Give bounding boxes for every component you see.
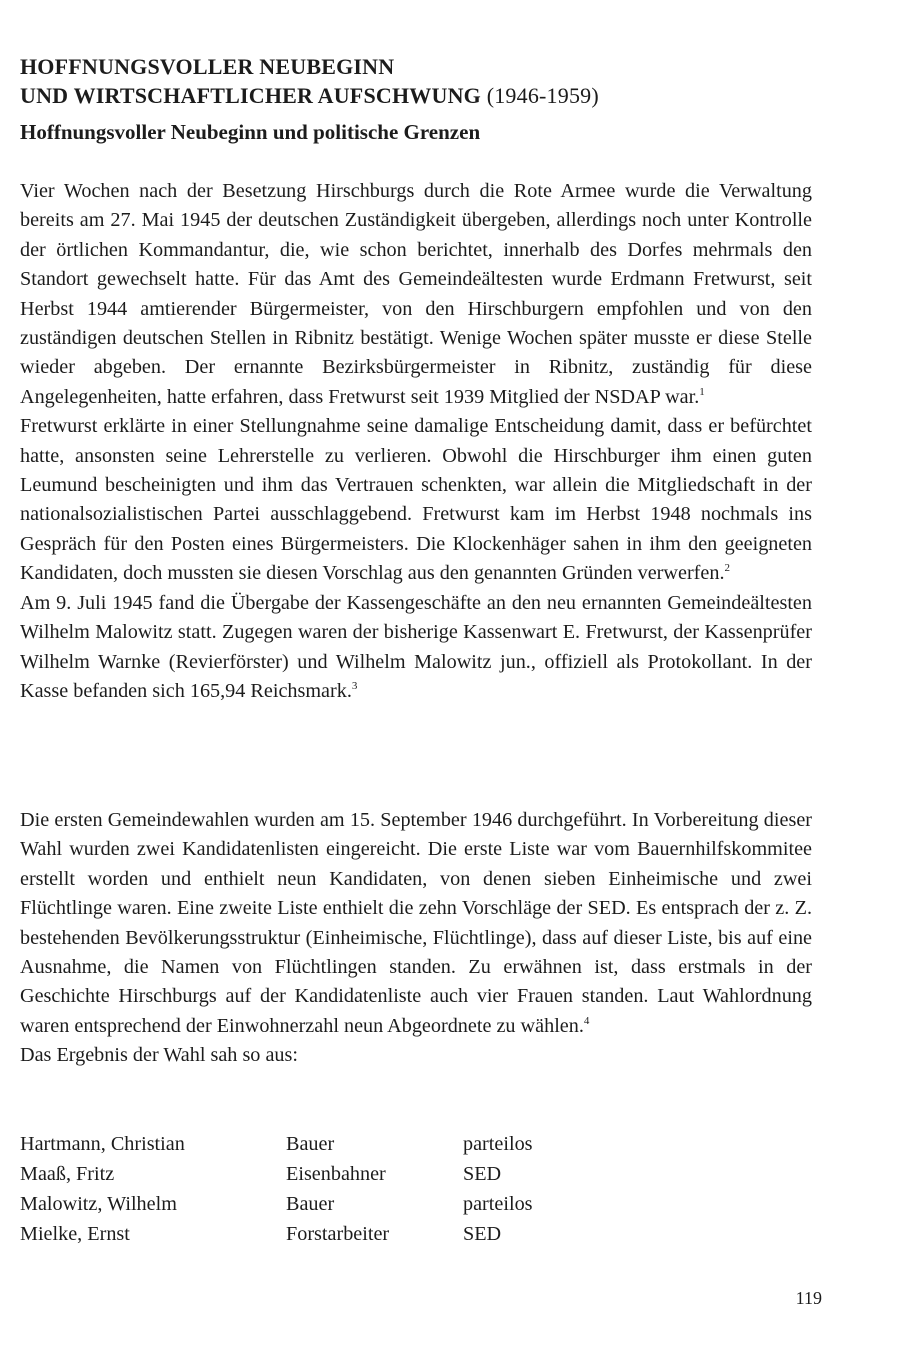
footnote-marker-1: 1 [699, 385, 705, 398]
chapter-heading-line1: HOFFNUNGSVOLLER NEUBEGINN [20, 54, 395, 79]
candidate-name: Hartmann, Christian [20, 1133, 185, 1155]
candidate-party: SED [463, 1223, 502, 1245]
section-two-text [20, 806, 812, 1071]
paragraph-elections-text: Die ersten Gemeindewahlen wurden am 15. September 1946 durchgeführt. In Vorbereitung dieser Wahl wurden zwei Kandidatenlisten eingereicht. Die erste Liste war vom Bauernhilfskommitee erstellt worden und enthielt neun Kandidaten, von denen sieben Einheimische und zwei Flüchtlinge waren. Eine zweite Liste enthielt die zehn Vorschläge der SED. Es entsprach der z. Z. bestehenden Bevölkerungsstruktur (Einheimische, Flüchtlinge), dass auf dieser Liste, bis auf eine Ausnahme, die Namen von Flüchtlingen standen. Zu erwähnen ist, dass erstmals in der Geschichte Hirschburgs auf der Kandidatenliste auch vier Frauen standen. Laut Wahlordnung waren entsprechend der Einwohnerzahl neun Abgeordnete zu wählen. [20, 809, 812, 1037]
candidate-name: Mielke, Ernst [20, 1223, 130, 1245]
paragraph-fretwurst-text: Fretwurst erklärte in einer Stellungnahme seine damalige Entscheidung damit, dass er befürchtet hatte, ansonsten seine Lehrerstelle zu verlieren. Obwohl die Hirschburger ihm einen guten Leumund bescheinigten und ihm das Vertrauen schenkten, war allein die Mitgliedschaft in der nationalsozialistischen Partei ausschlaggebend. Fretwurst kam im Herbst 1948 nochmals ins Gespräch für den Posten eines Bürgermeisters. Die Klockenhäger sahen in ihm den geeigneten Kandidaten, doch mussten sie diesen Vorschlag aus den genannten Gründen verwerfen. [20, 415, 812, 585]
page-number: 119 [795, 1288, 822, 1308]
section-one-text [20, 177, 812, 706]
paragraph-treasury-text: Am 9. Juli 1945 fand die Übergabe der Kassengeschäfte an den neu ernannten Gemeindeältesten Wilhelm Malowitz statt. Zugegen waren der bisherige Kassenwart E. Fretwurst, der Kassenprüfer Wilhelm Warnke (Revierförster) und Wilhelm Malowitz jun., offiziell als Protokollant. In der Kasse befanden sich 165,94 Reichsmark. [20, 591, 812, 702]
paragraph-results-intro: Das Ergebnis der Wahl sah so aus: [20, 1044, 298, 1067]
paragraph-elections [20, 806, 812, 1041]
footnote-marker-4: 4 [583, 1014, 590, 1027]
table-row [20, 1133, 812, 1163]
paragraph-treasury [20, 589, 812, 707]
candidate-occupation: Forstarbeiter [286, 1223, 390, 1245]
candidate-party: parteilos [463, 1133, 533, 1155]
election-results-table [20, 1133, 812, 1253]
chapter-heading [20, 52, 880, 110]
candidate-party: parteilos [463, 1193, 533, 1215]
candidate-name: Maaß, Fritz [20, 1163, 115, 1185]
table-row [20, 1193, 812, 1223]
candidate-occupation: Eisenbahner [286, 1163, 386, 1185]
candidate-occupation: Bauer [286, 1133, 335, 1155]
table-row [20, 1163, 812, 1193]
paragraph-fretwurst [20, 412, 812, 588]
table-row [20, 1223, 812, 1253]
chapter-heading-line2: UND WIRTSCHAFTLICHER AUFSCHWUNG [20, 83, 481, 108]
section-subheading: Hoffnungsvoller Neubeginn und politische Grenzen [20, 120, 481, 144]
footnote-marker-2: 2 [724, 562, 730, 575]
footnote-marker-3: 3 [351, 679, 358, 692]
candidate-occupation: Bauer [286, 1193, 335, 1215]
paragraph-administration-text: Vier Wochen nach der Besetzung Hirschburgs durch die Rote Armee wurde die Verwaltung bereits am 27. Mai 1945 der deutschen Zuständigkeit übergeben, allerdings noch unter Kontrolle der örtlichen Kommandantur, die, wie schon berichtet, innerhalb des Dorfes mehrmals den Standort gewechselt hatte. Für das Amt des Gemeindeältesten wurde Erdmann Fretwurst, seit Herbst 1944 amtierender Bürgermeister, von den Hirschburgern empfohlen und von den zuständigen deutschen Stellen in Ribnitz bestätigt. Wenige Wochen später musste er diese Stelle wieder abgeben. Der ernannte Bezirksbürgermeister in Ribnitz, zuständig für diese Angelegenheiten, hatte erfahren, dass Fretwurst seit 1939 Mitglied der NSDAP war. [20, 180, 812, 408]
candidate-party: SED [463, 1163, 502, 1185]
chapter-years: (1946-1959) [486, 83, 599, 108]
candidate-name: Malowitz, Wilhelm [20, 1193, 177, 1215]
paragraph-administration [20, 177, 812, 412]
